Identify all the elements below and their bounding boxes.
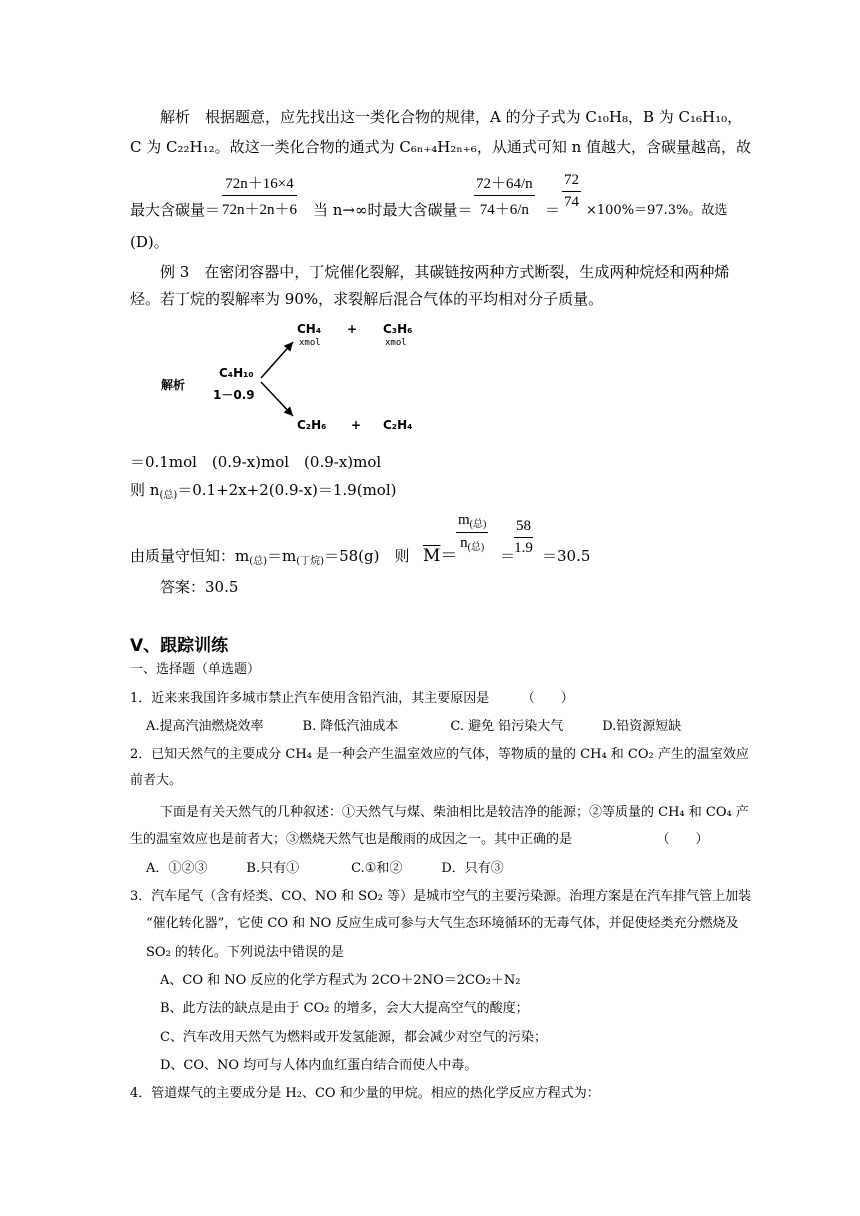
question-4-stem: 4．管道煤气的主要成分是 H₂、CO 和少量的甲烷。相应的热化学反应方程式为： [130, 1086, 600, 1101]
fraction-numerator: 72＋64/n [476, 176, 533, 192]
equals-sign-2: ＝ [500, 547, 516, 565]
percentage-result: ×100%＝97.3%。故选 [586, 203, 728, 218]
plus-sign-top: + [347, 322, 358, 336]
product-propene: C₃H₆ [383, 322, 413, 336]
fraction-numerator: 72 [564, 172, 579, 188]
question-1-options: A.提高汽油燃烧效率 B. 降低汽油成本 C. 避免 铅污染大气 D.铅资源短缺 [146, 719, 682, 734]
question-2-stem-3: 下面是有关天然气的几种叙述：①天然气与煤、柴油相比是较洁净的能源；②等质量的 CH₄ 和 CO₄ 产 [160, 805, 749, 820]
fraction-carbon-content [222, 172, 297, 219]
question-2-stem-2: 前者大。 [130, 773, 183, 788]
fraction-denominator: $n_{(总)}$ [460, 535, 485, 553]
product-ethylene: C₂H₄ [383, 418, 413, 432]
question-1-stem: 1．近来来我国许多城市禁止汽车使用含铅汽油，其主要原因是 （ ） [130, 691, 574, 706]
equals-sign: ＝ [545, 201, 561, 219]
limit-text: 当 n→∞时最大含碳量＝ [313, 201, 473, 219]
plus-sign-bottom: + [351, 418, 362, 432]
section-title: Ⅴ、跟踪训练 [130, 636, 229, 656]
fraction-numerator: 58 [516, 518, 531, 534]
fraction-58-over-1-9 [514, 518, 533, 557]
product-methane-amount: xmol [299, 338, 321, 348]
section-subtitle: 一、选择题（单选题） [130, 662, 261, 677]
product-methane: CH₄ [297, 322, 322, 336]
fraction-72-74 [562, 172, 581, 211]
question-2-stem-1: 2．已知天然气的主要成分 CH₄ 是一种会产生温室效应的气体，等物质的量的 CH₄ 和 CO₂ 产生的温室效应 [130, 747, 749, 762]
analysis-line-4: (D)。 [130, 233, 169, 251]
example3-line-2: 烃。若丁烷的裂解率为 90%，求裂解后混合气体的平均相对分子质量。 [130, 290, 604, 308]
fraction-limit [474, 172, 535, 219]
reactant-amount: 1－0.9 [213, 388, 255, 402]
mass-conservation: 由质量守恒知：$m_{(总)}=m_{(丁烷)}=58(g)$ 则 [130, 547, 410, 567]
question-2-options: A．①②③ B.只有① C.①和② D．只有③ [146, 861, 504, 876]
fraction-denominator: 72n＋2n＋6 [222, 202, 298, 218]
calc-line-1: ＝0.1mol (0.9-x)mol (0.9-x)mol [130, 453, 382, 471]
example3-line-1: 例 3 在密闭容器中，丁烷催化裂解，其碳链按两种方式断裂，生成两种烷烃和两种烯 [160, 263, 730, 281]
calc-line-2: 则 $n_{(总)}=0.1+2x+2(0.9-x)=1.9(mol)$ [130, 481, 397, 501]
question-3-option-a: A、CO 和 NO 反应的化学方程式为 2CO＋2NO＝2CO₂＋N₂ [160, 973, 521, 988]
question-3-stem-3: SO₂ 的转化。下列说法中错误的是 [146, 945, 344, 960]
calc-result: ＝30.5 [542, 547, 591, 565]
fraction-m-over-n [456, 512, 488, 553]
question-3-option-d: D、CO、NO 均可与人体内血红蛋白结合而使人中毒。 [160, 1058, 478, 1073]
product-propene-amount: xmol [385, 338, 407, 348]
question-2-stem-4: 生的温室效应也是前者大；③燃烧天然气也是酸雨的成因之一。其中正确的是 （ ） [130, 832, 709, 847]
question-3-option-b: B、此方法的缺点是由于 CO₂ 的增多，会大大提高空气的酸度； [160, 1001, 529, 1016]
question-3-stem-2: “催化转化器”，它使 CO 和 NO 反应生成可参与大气生态环境循环的无毒气体，并促使烃类充分燃烧及 [146, 916, 739, 931]
fraction-numerator: 72n＋16×4 [225, 176, 294, 192]
question-3-option-c: C、汽车改用天然气为燃料或开发氢能源，都会减少对空气的污染； [160, 1030, 547, 1045]
fraction-denominator: 74 [564, 194, 579, 210]
analysis-line-1: 解析 根据题意，应先找出这一类化合物的规律，A 的分子式为 C₁₀H₈，B 为 C₁₆H₁₀， [160, 108, 743, 126]
mean-molar-mass-symbol: $\overline{M}=$ [423, 546, 458, 566]
fraction-denominator: 1.9 [514, 540, 533, 556]
fraction-denominator: 74＋6/n [479, 202, 529, 218]
fraction-numerator: $m_{(总)}$ [458, 512, 487, 530]
cracking-diagram [155, 318, 435, 438]
max-carbon-label: 最大含碳量＝ [130, 201, 221, 219]
analysis-label: 解析 [161, 378, 186, 392]
product-ethane: C₂H₆ [297, 418, 327, 432]
reactant-butane: C₄H₁₀ [219, 366, 254, 380]
answer-line: 答案：30.5 [160, 578, 239, 596]
analysis-line-2: C 为 C₂₂H₁₂。故这一类化合物的通式为 C₆ₙ₊₄H₂ₙ₊₆，从通式可知 n 值越大，含碳量越高，故 [130, 138, 752, 156]
question-3-stem-1: 3．汽车尾气（含有烃类、CO、NO 和 SO₂ 等）是城市空气的主要污染源。治理方案是在汽车排气管上加装 [130, 889, 752, 904]
